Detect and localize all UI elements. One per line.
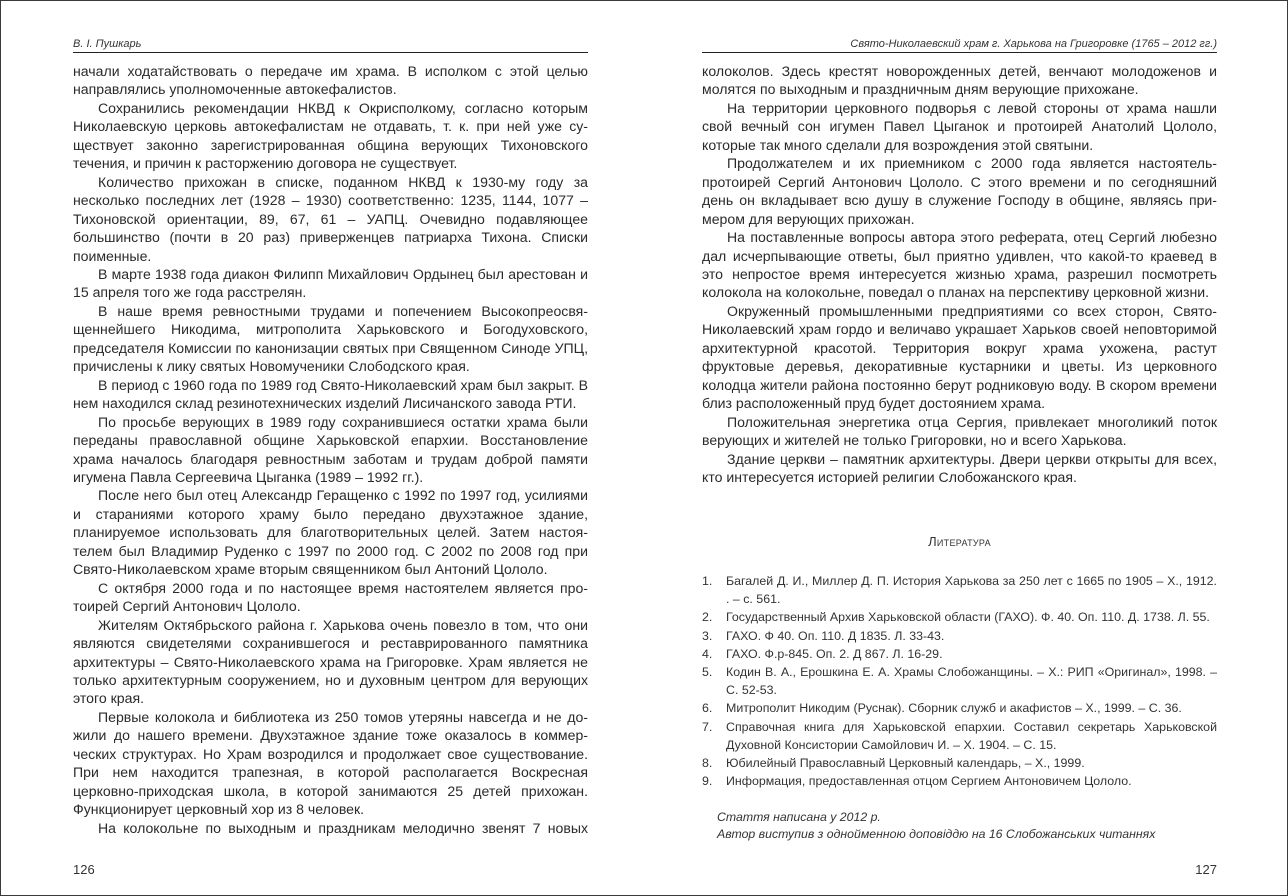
- paragraph: начали ходатайствовать о передаче им храма. В исполком с этой целью направлялись уполномоченные автокефалистов.: [73, 63, 588, 98]
- reference-number: 2.: [702, 610, 713, 625]
- reference-text: Кодин В. А., Ерошкина Е. А. Храмы Слобожанщины. – Х.: РИП «Оригинал», 1998. – С. 52-53.: [726, 665, 1217, 698]
- reference-number: 1.: [702, 574, 713, 588]
- reference-number: 6.: [702, 701, 713, 716]
- reference-item: [702, 754, 1217, 772]
- reference-text: ГАХО. Ф.р-845. Оп. 2. Д 867. Л. 16-29.: [726, 646, 943, 661]
- left-page-body: [73, 62, 588, 837]
- page-number: 127: [1195, 862, 1217, 877]
- paragraph: Первые колокола и библиотека из 250 томов утеряны навсегда и не дожили до нашего времени. Двухэтажное здание тоже оказалось в коммерческих структурах. Но Храм возродился и продолжает свое существование. При нем находится трапезная, в которой располагается Воскресная церковно-приходская школа, в которой занимаются 25 детей прихожан. Функционирует церковный хор из 8 человек.: [73, 708, 588, 818]
- paragraph: По просьбе верующих в 1989 году сохранившиеся остатки храма были переданы православной общине Харьковской епархии. Восстановление храма началось благодаря ревностным заботам и трудам доброй памяти игумена Павла Сергеевича Цыганка (1989 – 1992 гг.).: [73, 413, 588, 485]
- reference-number: 7.: [702, 719, 713, 734]
- note-line-presented: Автор виступив з однойменною доповіддю на 16 Слобожанських читаннях: [717, 827, 1156, 841]
- paragraph: Жителям Октябрьского района г. Харькова очень повезло в том, что они являются свидетелями сохранившегося и реставрированного памятника архитектуры – Свято-Николаевского храма на Григоровке. Храм является не только архитектурным сооружением, но и духовным центром для верующих этого края.: [73, 616, 588, 707]
- reference-item: [702, 608, 1217, 626]
- reference-list: [702, 572, 1217, 790]
- reference-text: Справочная книга для Харьковской епархии. Составил секретарь Харьковской Духовной Консистории Самойлович И. – Х. 1904. – С. 15.: [726, 719, 1217, 752]
- article-note: [717, 809, 1217, 843]
- reference-number: 9.: [702, 774, 713, 789]
- reference-item: [702, 663, 1217, 699]
- reference-item: [702, 699, 1217, 717]
- running-head-author: В. І. Пушкарь: [73, 37, 588, 53]
- reference-item: [702, 718, 1217, 754]
- paragraph: Сохранились рекомендации НКВД к Окрисполкому, согласно которым Николаевскую церковь автокефалистам не отдавать, т. к. при ней уже существует законно зарегистрированная община верующих Тихоновского течения, и причин к расторжению договора не существует.: [73, 99, 588, 172]
- paragraph: После него был отец Александр Геращенко с 1992 по 1997 год, усилиями и стараниями которого храму было передано двухэтажное здание, планируемое использовать для благотворительных целей. Затем настоятелем был Владимир Руденко с 1997 по 2000 год. С 2002 по 2008 год при Свято-Николаевском храме вторым священником был Антоний Цололо.: [73, 487, 588, 578]
- reference-text: Государственный Архив Харьковской области (ГАХО). Ф. 40. Оп. 110. Д. 1738. Л. 55.: [726, 610, 1210, 625]
- paragraph: На территории церковного подворья с левой стороны от храма нашли свой вечный сон игумен Павел Цыганок и протоирей Анатолий Цололо, которые так много сделали для возрождения этой святыни.: [702, 99, 1217, 153]
- paragraph: В наше время ревностными трудами и попечением Высокопреосвященнейшего Никодима, митрополита Харьковского и Богодуховского, председателя Комиссии по канонизации святых при Священном Синоде УПЦ, причислены к лику святых Новомученики Слободского края.: [73, 302, 588, 375]
- paragraph: Продолжателем и их приемником с 2000 года является настоятель-протоирей Сергий Антонович Цололо. С этого времени и по сегодняшний день он вкладывает всю душу в служение Господу в общине, являясь примером для верующих прихожан.: [702, 155, 1217, 227]
- paragraph: колоколов. Здесь крестят новорожденных детей, венчают молодоженов и молятся по выходным и праздничным дням верующие прихожане.: [702, 63, 1217, 98]
- paragraph: В период с 1960 года по 1989 год Свято-Николаевский храм был закрыт. В нем находился склад резинотехнических изделий Лисичанского завода РТИ.: [73, 376, 588, 412]
- running-head-title: Свято-Николаевский храм г. Харькова на Григоровке (1765 – 2012 гг.): [702, 37, 1217, 53]
- paragraph: С октября 2000 года и по настоящее время настоятелем является протоирей Сергий Антонович Цололо.: [73, 579, 588, 615]
- reference-text: Информация, предоставленная отцом Сергием Антоновичем Цололо.: [726, 774, 1132, 789]
- reference-item: [702, 627, 1217, 645]
- paragraph: Количество прихожан в списке, поданном НКВД к 1930-му году за несколько последних лет (1928 – 1930) соответственно: 1235, 1144, 1077 – Тихоновской ориентации, 89, 67, 61 – УАПЦ. Очевидно подавляющее большинство (почти в 20 раз) приверженцев патриарха Тихона. Списки поименные.: [73, 173, 588, 264]
- reference-item: [702, 645, 1217, 663]
- reference-text: Багалей Д. И., Миллер Д. П. История Харькова за 250 лет с 1665 по 1905 – Х., 1912. . – с. 561.: [726, 574, 1217, 607]
- paragraph: Положительная энергетика отца Сергия, привлекает многоликий поток верующих и жителей не только Григоровки, но и всего Харькова.: [702, 413, 1217, 449]
- reference-number: 8.: [702, 756, 713, 771]
- paragraph: В марте 1938 года диакон Филипп Михайлович Ордынец был арестован и 15 апреля того же года расстрелян.: [73, 265, 588, 301]
- reference-item: [702, 572, 1217, 608]
- reference-text: ГАХО. Ф 40. Оп. 110. Д 1835. Л. 33-43.: [726, 628, 945, 643]
- paragraph: На колокольне по выходным и праздникам мелодично звенят 7 новых: [98, 819, 588, 836]
- reference-number: 3.: [702, 628, 713, 643]
- paragraph: Здание церкви – памятник архитектуры. Двери церкви открыты для всех, кто интересуется историей религии Слобожанского края.: [702, 450, 1217, 485]
- left-page: [73, 1, 588, 895]
- reference-text: Митрополит Никодим (Руснак). Сборник служб и акафистов – Х., 1999. – С. 36.: [726, 701, 1182, 716]
- page-number: 126: [73, 862, 95, 877]
- literature-heading: Литература: [928, 534, 991, 549]
- reference-text: Юбилейный Православный Церковный календарь, – Х., 1999.: [726, 756, 1085, 771]
- paragraph: На поставленные вопросы автора этого реферата, отец Сергий любезно дал исчерпывающие ответы, был приятно удивлен, что какой-то краевед в это непростое время интересуется жизнью храма, разрешил посмотреть колокола на колокольне, поведал о планах на перспективу церковной жизни.: [702, 229, 1217, 301]
- reference-number: 4.: [702, 646, 713, 661]
- right-page: [702, 1, 1217, 895]
- right-page-body: [702, 62, 1217, 486]
- paragraph: Окруженный промышленными предприятиями со всех сторон, Свято-Николаевский храм гордо и величаво украшает Харьков своей неповторимой архитектурной красотой. Территория вокруг храма ухожена, растут фруктовые деревья, декоративные кустарники и цветы. Из церковного колодца жители района постоянно берут родниковую воду. В скором времени близ расположенный пруд будет достоянием храма.: [702, 302, 1217, 412]
- reference-item: [702, 772, 1217, 790]
- note-line-written: Стаття написана у 2012 р.: [717, 810, 881, 824]
- reference-number: 5.: [702, 665, 713, 680]
